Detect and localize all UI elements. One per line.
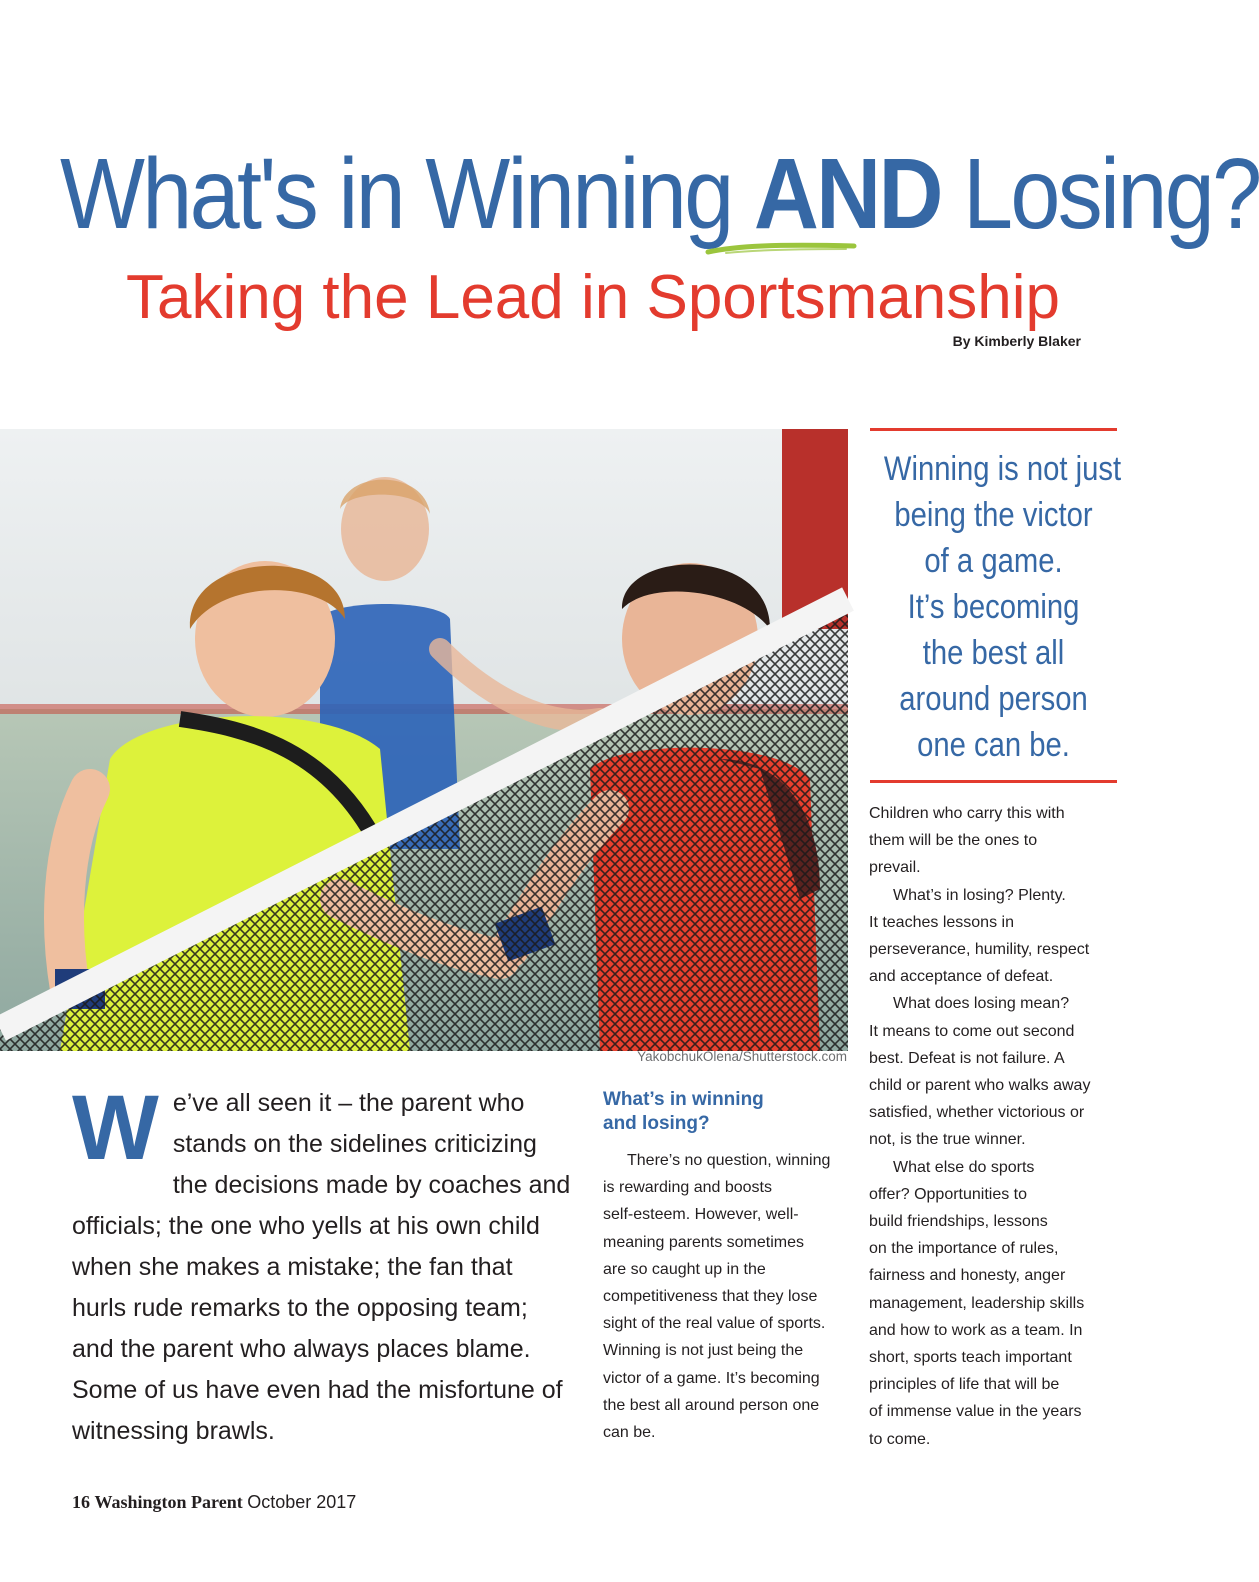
- body-line: are so caught up in the: [603, 1260, 766, 1278]
- body-line: build friendships, lessons: [869, 1213, 1048, 1231]
- pull-quote-line: It’s becoming: [907, 588, 1080, 626]
- intro-text: e’ve all seen it – the parent who stands on the sidelines criticizing the decisions made by coaches and officials; the one who yells at his own child when she makes a mistake; the fan that hurls rude remarks to the opposing team; and the parent who always places blame. Some of us have even had the misfortune of witnessing brawls.: [72, 1089, 571, 1445]
- drop-cap: W: [72, 1077, 159, 1179]
- body-line: and how to work as a team. In: [869, 1321, 1083, 1339]
- pull-quote-line: around person: [899, 680, 1088, 718]
- photo-credit: YakobchukOlena/Shutterstock.com: [637, 1049, 847, 1064]
- body-line: and acceptance of defeat.: [869, 968, 1054, 986]
- body-line: is rewarding and boosts: [603, 1179, 772, 1197]
- body-line: competitiveness that they lose: [603, 1288, 818, 1306]
- body-line: Winning is not just being the: [603, 1342, 804, 1360]
- pull-quote-line: being the victor: [894, 496, 1093, 534]
- body-line: prevail.: [869, 859, 921, 877]
- body-line: satisfied, whether victorious or: [869, 1104, 1085, 1122]
- body-line: not, is the true winner.: [869, 1131, 1026, 1149]
- pull-quote-line: Winning is not just: [883, 450, 1122, 488]
- body-line: principles of life that will be: [869, 1376, 1060, 1394]
- title-emphasis: AND: [753, 138, 941, 250]
- page-footer: [72, 1492, 356, 1513]
- body-line: perseverance, humility, respect: [869, 941, 1090, 959]
- body-line: What does losing mean?: [893, 995, 1070, 1013]
- pull-quote-top-rule: [870, 428, 1117, 431]
- intro-paragraph: [72, 1077, 572, 1452]
- title-part-1: What's in Winning: [60, 138, 754, 250]
- body-line: management, leadership skills: [869, 1294, 1085, 1312]
- title-part-2: Losing?: [940, 138, 1259, 250]
- publication-name: Washington Parent: [94, 1492, 243, 1512]
- right-column-text: [869, 800, 1124, 1453]
- pull-quote-line: one can be.: [917, 726, 1070, 764]
- pull-quote: [883, 446, 1122, 768]
- middle-column-text: [603, 1147, 853, 1446]
- body-line: It means to come out second: [869, 1022, 1075, 1040]
- body-line: to come.: [869, 1430, 931, 1448]
- body-line: on the importance of rules,: [869, 1240, 1059, 1258]
- body-line: offer? Opportunities to: [869, 1185, 1028, 1203]
- body-line: What’s in losing? Plenty.: [893, 886, 1066, 904]
- body-line: the best all around person one: [603, 1396, 820, 1414]
- page-number: 16: [72, 1492, 90, 1512]
- article-subtitle: Taking the Lead in Sportsmanship: [125, 263, 1061, 332]
- body-line: child or parent who walks away: [869, 1077, 1091, 1095]
- body-line: sight of the real value of sports.: [603, 1315, 826, 1333]
- section-heading-line: and losing?: [603, 1113, 710, 1134]
- issue-date: October 2017: [247, 1492, 357, 1512]
- tennis-handshake-photo: [0, 429, 848, 1051]
- byline: By Kimberly Blaker: [952, 333, 1081, 349]
- body-line: Children who carry this with: [869, 805, 1065, 822]
- body-line: What else do sports: [893, 1158, 1035, 1176]
- body-line: There’s no question, winning: [627, 1152, 831, 1169]
- body-line: short, sports teach important: [869, 1349, 1072, 1367]
- body-line: fairness and honesty, anger: [869, 1267, 1066, 1285]
- body-line: them will be the ones to: [869, 832, 1038, 850]
- pull-quote-bottom-rule: [870, 780, 1117, 783]
- body-line: meaning parents sometimes: [603, 1233, 804, 1251]
- body-line: victor of a game. It’s becoming: [603, 1369, 820, 1387]
- green-swoosh-underline: [706, 240, 856, 258]
- photo-illustration: [0, 429, 848, 1051]
- body-line: can be.: [603, 1424, 656, 1442]
- section-heading: [603, 1088, 848, 1136]
- section-heading-line: What’s in winning: [603, 1089, 764, 1110]
- pull-quote-line: the best all: [922, 634, 1065, 672]
- body-line: of immense value in the years: [869, 1403, 1082, 1421]
- article-title: [60, 138, 1259, 250]
- pull-quote-line: of a game.: [924, 542, 1063, 580]
- body-line: self-esteem. However, well-: [603, 1206, 799, 1224]
- body-line: best. Defeat is not failure. A: [869, 1049, 1065, 1067]
- body-line: It teaches lessons in: [869, 913, 1014, 931]
